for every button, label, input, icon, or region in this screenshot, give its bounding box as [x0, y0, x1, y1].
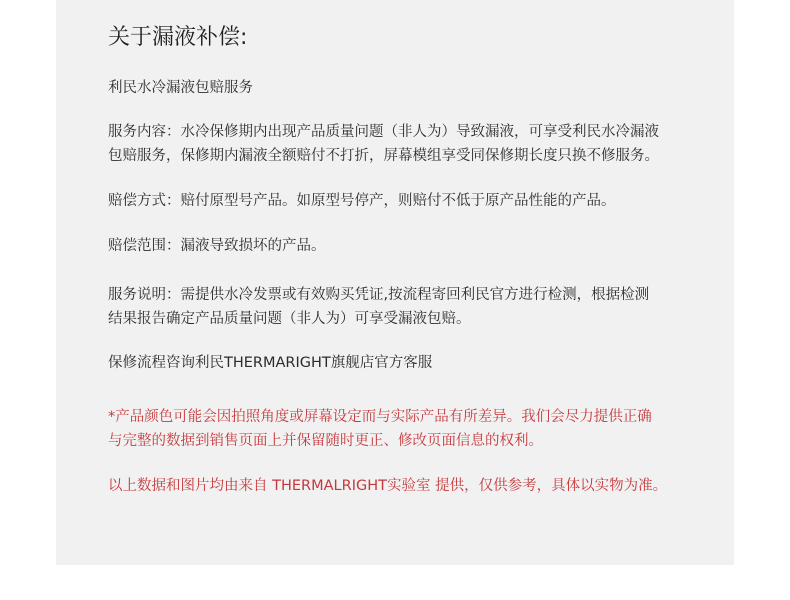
color-disclaimer-line-1: *产品颜色可能会因拍照角度或屏幕设定而与实际产品有所差异。我们会尽力提供正确 — [108, 409, 652, 425]
service-note — [108, 283, 649, 331]
service-name: 利民水冷漏液包赔服务 — [108, 80, 253, 96]
service-content — [108, 120, 659, 168]
compensation-scope: 赔偿范围：漏液导致损坏的产品。 — [108, 238, 326, 254]
compensation-method: 赔偿方式：赔付原型号产品。如原型号停产，则赔付不低于原产品性能的产品。 — [108, 193, 616, 209]
service-content-line-1: 服务内容：水冷保修期内出现产品质量问题（非人为）导致漏液，可享受利民水冷漏液 — [108, 124, 659, 140]
color-disclaimer — [108, 405, 652, 453]
warranty-contact: 保修流程咨询利民THERMARIGHT旗舰店官方客服 — [108, 355, 433, 371]
service-note-line-2: 结果报告确定产品质量问题（非人为）可享受漏液包赔。 — [108, 311, 471, 327]
service-content-line-2: 包赔服务，保修期内漏液全额赔付不打折，屏幕模组享受同保修期长度只换不修服务。 — [108, 148, 659, 164]
service-note-line-1: 服务说明：需提供水冷发票或有效购买凭证,按流程寄回利民官方进行检测，根据检测 — [108, 287, 650, 303]
section-heading: 关于漏液补偿: — [108, 25, 248, 50]
data-source-note: 以上数据和图片均由来自 THERMALRIGHT实验室 提供，仅供参考，具体以实物为准。 — [108, 478, 668, 494]
color-disclaimer-line-2: 与完整的数据到销售页面上并保留随时更正、修改页面信息的权利。 — [108, 433, 543, 449]
